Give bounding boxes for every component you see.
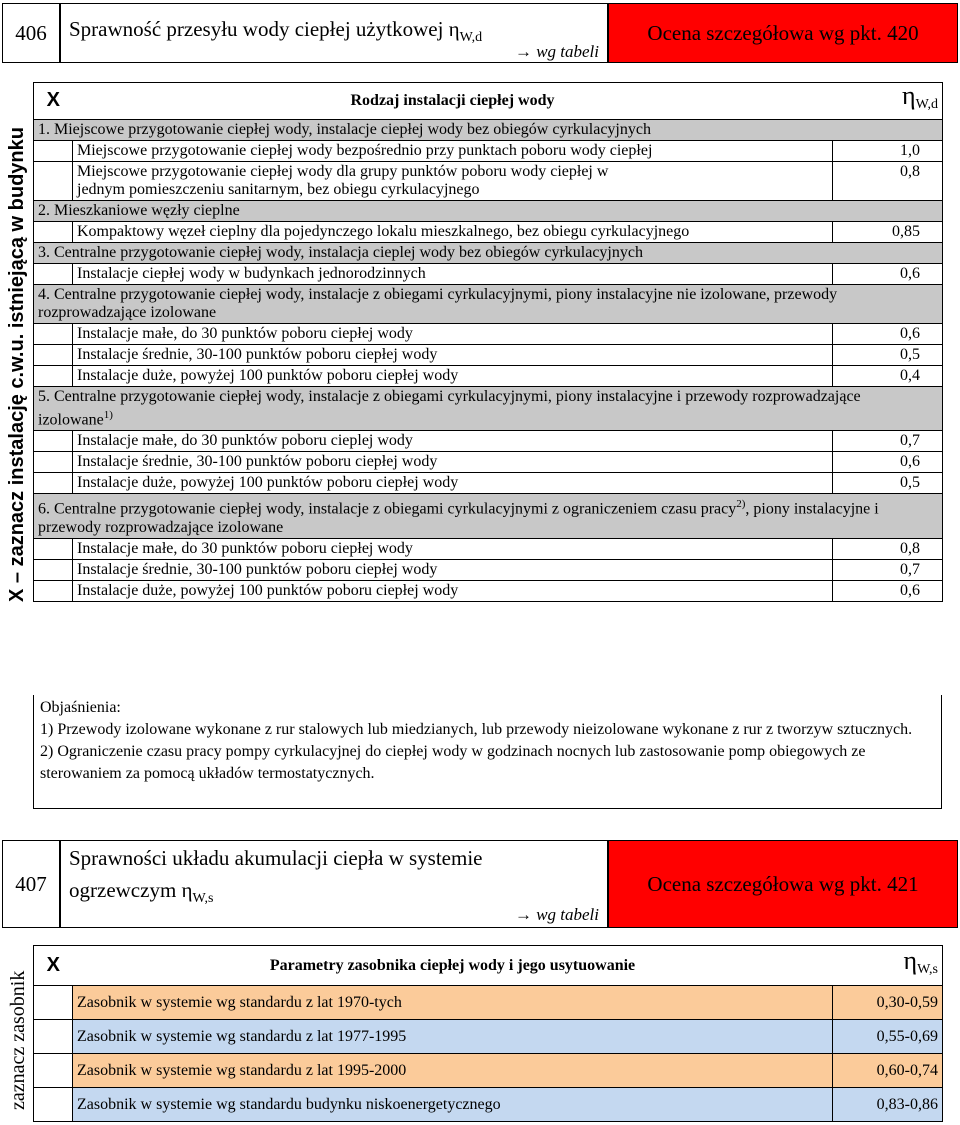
table-row xyxy=(34,538,943,559)
table-group-row xyxy=(34,387,943,431)
row-value: 0,7 xyxy=(833,431,943,452)
row-checkbox-cell[interactable] xyxy=(34,141,73,162)
row-checkbox-cell[interactable] xyxy=(34,366,73,387)
row-checkbox-cell[interactable] xyxy=(34,222,73,243)
row-checkbox-cell[interactable] xyxy=(34,162,73,201)
section-number-text: 406 xyxy=(15,20,47,45)
section-title-text: Sprawność przesyłu wody ciepłej użytkowej η xyxy=(69,17,460,41)
group-label: 6. Centralne przygotowanie ciepłej wody, instalacje z obiegami cyrkulacyjnymi z ograniczeniem czasu pracy$^{2)}$, piony instalacyjne i przewody rozprowadzające izolowane xyxy=(34,494,943,538)
group-label: 4. Centralne przygotowanie ciepłej wody, instalacje z obiegami cyrkulacyjnymi, piony instalacyjne nie izolowane, przewody rozprowadzające izolowane xyxy=(34,285,943,324)
wg-tabeli-link[interactable]: → wg tabeli xyxy=(514,42,599,61)
row-value: 0,55-0,69 xyxy=(833,1020,943,1054)
table-407 xyxy=(33,945,943,1122)
row-description: Zasobnik w systemie wg standardu budynku niskoenergetycznego xyxy=(73,1088,833,1122)
row-value: 0,85 xyxy=(833,222,943,243)
row-value: 0,4 xyxy=(833,366,943,387)
side-label-text: X – zaznacz instalację c.w.u. istniejącą w budynku xyxy=(6,127,28,602)
table-row xyxy=(34,264,943,285)
row-value: 0,8 xyxy=(833,538,943,559)
notes-frame xyxy=(33,695,942,809)
header-label: Rodzaj instalacji ciepłej wody xyxy=(73,83,833,120)
section-number-407 xyxy=(2,840,60,928)
section-title xyxy=(61,841,607,912)
row-description: Instalacje duże, powyżej 100 punktów poboru ciepłej wody xyxy=(73,580,833,601)
assessment-box xyxy=(608,840,958,928)
table-row xyxy=(34,559,943,580)
table-row xyxy=(34,986,943,1020)
table-row xyxy=(34,1020,943,1054)
row-value: 0,6 xyxy=(833,324,943,345)
table-row xyxy=(34,141,943,162)
table-group-row xyxy=(34,120,943,141)
side-label-407 xyxy=(7,971,30,1110)
row-checkbox-cell[interactable] xyxy=(34,559,73,580)
row-description: Instalacje duże, powyżej 100 punktów poboru ciepłej wody xyxy=(73,366,833,387)
row-value: 0,30-0,59 xyxy=(833,986,943,1020)
row-description: Instalacje ciepłej wody w budynkach jednorodzinnych xyxy=(73,264,833,285)
header-eta: $\eta_{W,s}$ xyxy=(833,946,943,986)
notes-heading: Objaśnienia: xyxy=(40,699,121,716)
table-row xyxy=(34,345,943,366)
row-description: Instalacje małe, do 30 punktów poboru ciepłej wody xyxy=(73,324,833,345)
row-checkbox-cell[interactable] xyxy=(34,986,73,1020)
side-label-406 xyxy=(6,127,29,602)
note-1: 1) Przewody izolowane wykonane z rur stalowych lub miedzianych, lub przewody nieizolowane wykonane z rur z tworzyw sztucznych. xyxy=(40,721,913,738)
table-row xyxy=(34,452,943,473)
row-value: 0,5 xyxy=(833,345,943,366)
row-checkbox-cell[interactable] xyxy=(34,431,73,452)
section-number-text: 407 xyxy=(15,871,47,896)
table-row xyxy=(34,473,943,494)
assessment-text: Ocena szczegółowa wg pkt. 421 xyxy=(647,871,919,896)
row-value: 0,83-0,86 xyxy=(833,1088,943,1122)
section-title-box xyxy=(60,3,608,63)
row-description: Instalacje średnie, 30-100 punktów poboru ciepłej wody xyxy=(73,559,833,580)
row-description: Zasobnik w systemie wg standardu z lat 1995-2000 xyxy=(73,1054,833,1088)
row-description: Instalacje małe, do 30 punktów poboru ciepłej wody xyxy=(73,538,833,559)
header-eta: $\eta_{W,d}$ xyxy=(833,83,943,120)
row-value: 0,60-0,74 xyxy=(833,1054,943,1088)
table-row xyxy=(34,580,943,601)
row-description: Miejscowe przygotowanie ciepłej wody bezpośrednio przy punktach poboru wody ciepłej xyxy=(73,141,833,162)
table-group-row xyxy=(34,201,943,222)
row-value: 0,6 xyxy=(833,264,943,285)
row-checkbox-cell[interactable] xyxy=(34,473,73,494)
row-checkbox-cell[interactable] xyxy=(34,452,73,473)
row-value: 0,6 xyxy=(833,580,943,601)
row-value: 0,8 xyxy=(833,162,943,201)
row-checkbox-cell[interactable] xyxy=(34,1054,73,1088)
row-checkbox-cell[interactable] xyxy=(34,580,73,601)
row-description: Instalacje średnie, 30-100 punktów poboru ciepłej wody xyxy=(73,452,833,473)
row-description: Zasobnik w systemie wg standardu z lat 1977-1995 xyxy=(73,1020,833,1054)
table-row xyxy=(34,1054,943,1088)
header-label: Parametry zasobnika ciepłej wody i jego usytuowanie xyxy=(73,946,833,986)
table-row xyxy=(34,366,943,387)
row-description: Zasobnik w systemie wg standardu z lat 1970-tych xyxy=(73,986,833,1020)
assessment-text: Ocena szczegółowa wg pkt. 420 xyxy=(647,20,919,45)
row-checkbox-cell[interactable] xyxy=(34,345,73,366)
row-checkbox-cell[interactable] xyxy=(34,324,73,345)
row-description: Instalacje duże, powyżej 100 punktów poboru ciepłej wody xyxy=(73,473,833,494)
side-label-text: zaznacz zasobnik xyxy=(7,970,29,1110)
row-value: 1,0 xyxy=(833,141,943,162)
row-value: 0,6 xyxy=(833,452,943,473)
section-title-line2: ogrzewczym η xyxy=(69,878,193,902)
table-row xyxy=(34,324,943,345)
row-description: Miejscowe przygotowanie ciepłej wody dla grupy punktów poboru wody ciepłej w jednym pomieszczeniu sanitarnym, bez obiegu cyrkulacyjnego xyxy=(73,162,833,201)
table-row xyxy=(34,1088,943,1122)
section-title-sub: W,d xyxy=(459,30,483,46)
group-label: 3. Centralne przygotowanie ciepłej wody, instalacja cieplej wody bez obiegów cyrkulacyjnych xyxy=(34,243,943,264)
table-header xyxy=(34,946,943,986)
row-description: Instalacje małe, do 30 punktów poboru cieplej wody xyxy=(73,431,833,452)
header-mark: X xyxy=(34,946,73,986)
group-label: 5. Centralne przygotowanie ciepłej wody, instalacje z obiegami cyrkulacyjnymi, piony instalacyjne i przewody rozprowadzające izolowane$^{1)}$ xyxy=(34,387,943,431)
table-group-row xyxy=(34,285,943,324)
table-header xyxy=(34,83,943,120)
row-description: Instalacje średnie, 30-100 punktów poboru ciepłej wody xyxy=(73,345,833,366)
row-checkbox-cell[interactable] xyxy=(34,1088,73,1122)
row-description: Kompaktowy węzeł cieplny dla pojedynczego lokalu mieszkalnego, bez obiegu cyrkulacyjnego xyxy=(73,222,833,243)
group-label: 2. Mieszkaniowe węzły cieplne xyxy=(34,201,943,222)
wg-tabeli-link[interactable]: → wg tabeli xyxy=(514,905,599,924)
table-group-row xyxy=(34,243,943,264)
table-406 xyxy=(33,82,943,602)
section-number-406 xyxy=(2,3,60,63)
row-checkbox-cell[interactable] xyxy=(34,538,73,559)
assessment-box xyxy=(608,3,958,63)
note-2: 2) Ograniczenie czasu pracy pompy cyrkulacyjnej do ciepłej wody w godzinach nocnych lub zastosowanie pomp obiegowych ze sterowaniem za pomocą układów termostatycznych. xyxy=(40,743,866,782)
row-value: 0,7 xyxy=(833,559,943,580)
row-checkbox-cell[interactable] xyxy=(34,1020,73,1054)
section-title-sub: W,s xyxy=(192,891,214,907)
row-checkbox-cell[interactable] xyxy=(34,264,73,285)
table-row xyxy=(34,431,943,452)
header-mark: X xyxy=(34,83,73,120)
section-title-box xyxy=(60,840,608,928)
table-row xyxy=(34,222,943,243)
section-title-line1: Sprawności układu akumulacji ciepła w systemie xyxy=(69,846,483,870)
table-row xyxy=(34,162,943,201)
table-group-row xyxy=(34,494,943,538)
group-label: 1. Miejscowe przygotowanie ciepłej wody, instalacje ciepłej wody bez obiegów cyrkulacyjnych xyxy=(34,120,943,141)
row-value: 0,5 xyxy=(833,473,943,494)
